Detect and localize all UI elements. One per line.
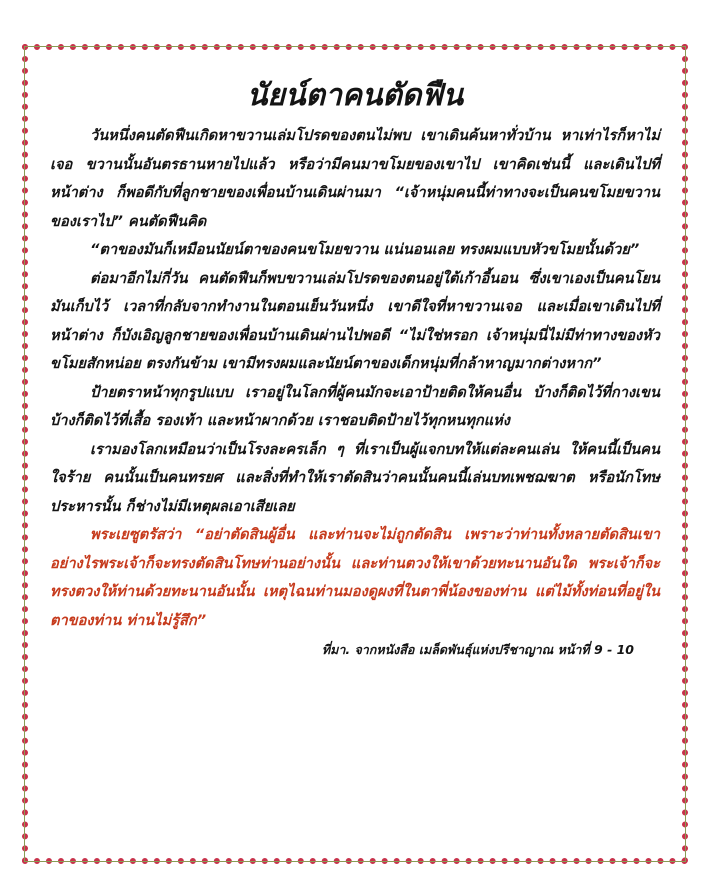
source-citation: ที่มา. จากหนังสือ เมล็ดพันธุ์แห่งปรีชาญาณ หน้าที่ 9 - 10 (321, 642, 634, 657)
document-body (50, 76, 660, 661)
paragraph-5: เรามองโลกเหมือนว่าเป็นโรงละครเล็ก ๆ ที่เราเป็นผู้แจกบทให้แต่ละคนเล่น ให้คนนี้เป็นคนใจร้าย คนนั้นเป็นคนทรยศ และสิ่งที่ทำให้เราตัดสินว่าคนนั้นคนนี้เล่นบทเพชฌฆาต หรือนักโทษประหารนั้น ก็ช่างไม่มีเหตุผลเอาเสียเลย (50, 440, 660, 515)
page-title: นัยน์ตาคนตัดฟืน (246, 78, 464, 113)
paragraph-2: “ตาของมันก็เหมือนนัยน์ตาของคนขโมยขวาน แน่นอนเลย ทรงผมแบบหัวขโมยนั้นด้วย” (90, 241, 640, 258)
paragraph-1: วันหนึ่งคนตัดฟืนเกิดหาขวานเล่มโปรดของตนไม่พบ เขาเดินค้นหาทั่วบ้าน หาเท่าไรก็หาไม่เจอ ขวานนั้นอันตรธานหายไปแล้ว หรือว่ามีคนมาขโมยของเขาไป เขาคิดเช่นนี้ และเดินไปที่หน้าต่าง ก็พอดีกับที่ลูกชายของเพื่อนบ้านเดินผ่านมา “เจ้าหนุ่มคนนี้ท่าทางจะเป็นคนขโมยขวานของเราไป” คนตัดฟืนคิด (50, 127, 660, 230)
paragraph-3: ต่อมาอีกไม่กี่วัน คนตัดฟืนก็พบขวานเล่มโปรดของตนอยู่ใต้เก้าอี้นอน ซึ่งเขาเองเป็นคนโยนมันเก็บไว้ เวลาที่กลับจากทำงานในตอนเย็นวันหนึ่ง เขาดีใจที่หาขวานเจอ และเมื่อเขาเดินไปที่หน้าต่าง ก็บังเอิญลูกชายของเพื่อนบ้านเดินผ่านไปพอดี “ไม่ใช่หรอก เจ้าหนุ่มนี่ไม่มีท่าทางของหัวขโมยสักหน่อย ตรงกันข้าม เขามีทรงผมและนัยน์ตาของเด็กหนุ่มที่กล้าหาญมากต่างหาก” (50, 269, 660, 372)
paragraph-4: ป้ายตราหน้าทุกรูปแบบ เราอยู่ในโลกที่ผู้คนมักจะเอาป้ายติดให้คนอื่น บ้างก็ติดไว้ที่กางเขน บ้างก็ติดไว้ที่เสื้อ รองเท้า และหน้าผากด้วย เราชอบติดป้ายไว้ทุกหนทุกแห่ง (50, 383, 660, 429)
bible-quote-paragraph: พระเยซูตรัสว่า “อย่าตัดสินผู้อื่น และท่านจะไม่ถูกตัดสิน เพราะว่าท่านทั้งหลายตัดสินเขาอย่างไรพระเจ้าก็จะทรงตัดสินโทษท่านอย่างนั้น และท่านตวงให้เขาด้วยทะนานอันใด พระเจ้าก็จะทรงตวงให้ท่านด้วยทะนานอันนั้น เหตุไฉนท่านมองดูผงที่ในตาพี่น้องของท่าน แต่ไม้ทั้งท่อนที่อยู่ในตาของท่าน ท่านไม่รู้สึก” (50, 526, 660, 629)
